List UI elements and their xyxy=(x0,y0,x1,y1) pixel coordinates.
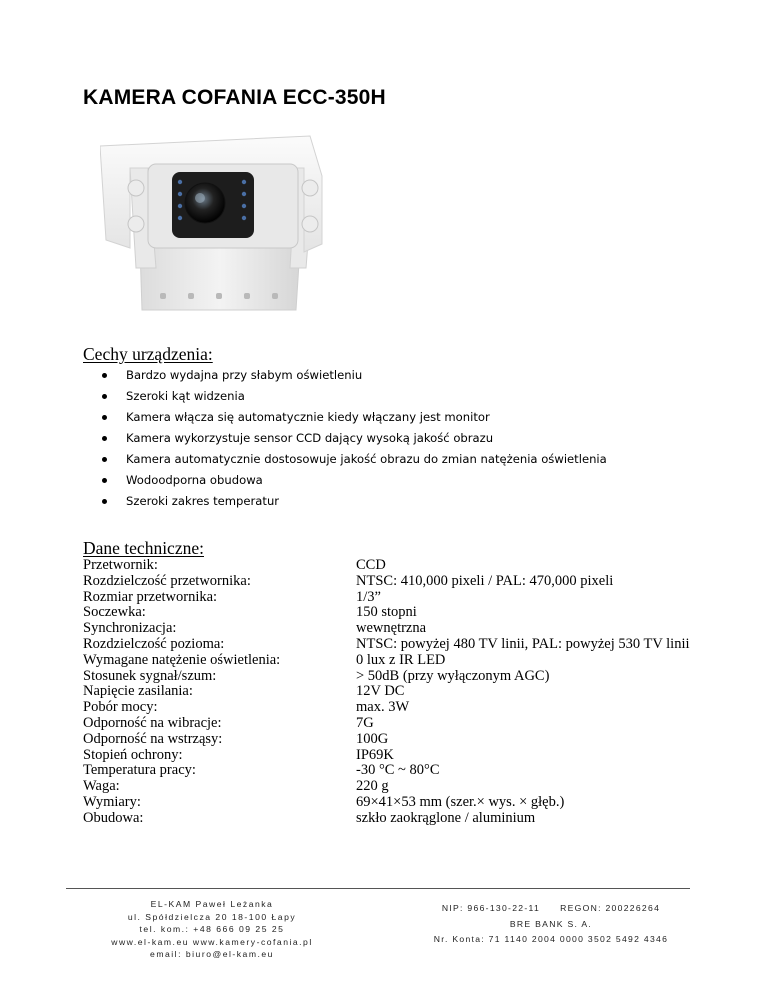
spec-label: Soczewka: xyxy=(83,604,146,621)
features-list xyxy=(102,365,607,512)
list-item xyxy=(102,365,607,386)
spec-value: szkło zaokrąglone / aluminium xyxy=(356,809,536,826)
spec-label: Przetwornik: xyxy=(83,557,158,573)
spec-row xyxy=(83,795,690,811)
spec-value: IP69K xyxy=(356,746,394,763)
feature-text: Kamera włącza się automatycznie kiedy włączany jest monitor xyxy=(126,410,490,424)
spec-value: 69×41×53 mm (szer.× wys. × głęb.) xyxy=(356,793,565,810)
spec-value: 220 g xyxy=(356,778,389,795)
specs-table xyxy=(83,558,690,827)
spec-row xyxy=(83,684,690,700)
list-item xyxy=(102,407,607,428)
spec-value: 7G xyxy=(356,714,374,731)
list-item xyxy=(102,428,607,449)
spec-label: Stopień ochrony: xyxy=(83,746,183,763)
list-item xyxy=(102,449,607,470)
feature-text: Szeroki zakres temperatur xyxy=(126,494,280,508)
tax-ids xyxy=(414,901,688,917)
spec-label: Stosunek sygnał/szum: xyxy=(83,667,217,684)
spec-row xyxy=(83,779,690,795)
spec-row xyxy=(83,621,690,637)
regon-number: REGON: 200226264 xyxy=(560,903,661,913)
feature-text: Bardzo wydajna przy słabym oświetleniu xyxy=(126,368,363,382)
spec-label: Rozdzielczość przetwornika: xyxy=(83,572,251,589)
bullet-icon xyxy=(102,415,107,420)
spec-label: Pobór mocy: xyxy=(83,699,158,716)
spec-row xyxy=(83,653,690,669)
spec-label: Odporność na wibracje: xyxy=(83,714,222,731)
camera-product-image xyxy=(100,128,336,324)
spec-row xyxy=(83,574,690,590)
bank-account: Nr. Konta: 71 1140 2004 0000 3502 5492 4346 xyxy=(433,934,669,944)
bullet-icon xyxy=(102,373,107,378)
bank-name: BRE BANK S. A. xyxy=(509,918,593,929)
bullet-icon xyxy=(102,478,107,483)
footer-registration xyxy=(414,901,688,948)
bullet-icon xyxy=(102,394,107,399)
spec-value: 150 stopni xyxy=(356,604,417,621)
spec-label: Wymagane natężenie oświetlenia: xyxy=(83,651,281,668)
list-item xyxy=(102,491,607,512)
spec-row xyxy=(83,637,690,653)
spec-row xyxy=(83,700,690,716)
spec-label: Obudowa: xyxy=(83,809,144,826)
company-email: email: biuro@el-kam.eu xyxy=(150,949,274,959)
feature-text: Kamera wykorzystuje sensor CCD dający wysoką jakość obrazu xyxy=(126,431,494,445)
feature-text: Szeroki kąt widzenia xyxy=(126,389,245,403)
bullet-icon xyxy=(102,457,107,462)
spec-row xyxy=(83,590,690,606)
spec-label: Waga: xyxy=(83,778,120,795)
company-phone: tel. kom.: +48 666 09 25 25 xyxy=(139,924,285,934)
spec-row xyxy=(83,811,690,827)
specs-heading: Dane techniczne: xyxy=(83,538,204,558)
spec-value: 1/3” xyxy=(356,588,381,605)
document-title: KAMERA COFANIA ECC-350H xyxy=(83,86,386,109)
spec-label: Odporność na wstrząsy: xyxy=(83,730,223,747)
spec-row xyxy=(83,669,690,685)
company-name: EL-KAM Paweł Leżanka xyxy=(150,899,274,909)
spec-label: Rozmiar przetwornika: xyxy=(83,588,218,605)
spec-row xyxy=(83,558,690,574)
nip-number: NIP: 966-130-22-11 xyxy=(441,903,541,913)
spec-row xyxy=(83,732,690,748)
list-item xyxy=(102,470,607,491)
feature-text: Wodoodporna obudowa xyxy=(126,473,263,487)
spec-label: Napięcie zasilania: xyxy=(83,683,193,700)
footer-divider xyxy=(66,888,690,889)
spec-value: NTSC: powyżej 480 TV linii, PAL: powyżej 530 TV linii xyxy=(356,635,690,652)
spec-row xyxy=(83,748,690,764)
spec-value: max. 3W xyxy=(356,699,410,716)
spec-value: wewnętrzna xyxy=(356,620,427,637)
spec-row xyxy=(83,716,690,732)
spec-label: Synchronizacja: xyxy=(83,620,177,637)
spec-row xyxy=(83,763,690,779)
spec-label: Temperatura pracy: xyxy=(83,762,196,779)
spec-value: -30 °C ~ 80°C xyxy=(356,762,440,779)
bullet-icon xyxy=(102,499,107,504)
bullet-icon xyxy=(102,436,107,441)
spec-value: 100G xyxy=(356,730,389,747)
spec-value: CCD xyxy=(356,557,386,573)
spec-value: 0 lux z IR LED xyxy=(356,651,446,668)
spec-value: 12V DC xyxy=(356,683,405,700)
spec-label: Rozdzielczość pozioma: xyxy=(83,635,225,652)
spec-label: Wymiary: xyxy=(83,793,141,810)
company-address: ul. Spółdzielcza 20 18-100 Łapy xyxy=(127,911,297,922)
features-heading: Cechy urządzenia: xyxy=(83,344,213,364)
footer-contact xyxy=(96,898,328,961)
company-websites: www.el-kam.eu www.kamery-cofania.pl xyxy=(111,936,313,947)
spec-value: NTSC: 410,000 pixeli / PAL: 470,000 pixeli xyxy=(356,572,614,589)
feature-text: Kamera automatycznie dostosowuje jakość obrazu do zmian natężenia oświetlenia xyxy=(126,452,607,466)
spec-row xyxy=(83,605,690,621)
list-item xyxy=(102,386,607,407)
spec-value: > 50dB (przy wyłączonym AGC) xyxy=(356,667,550,684)
